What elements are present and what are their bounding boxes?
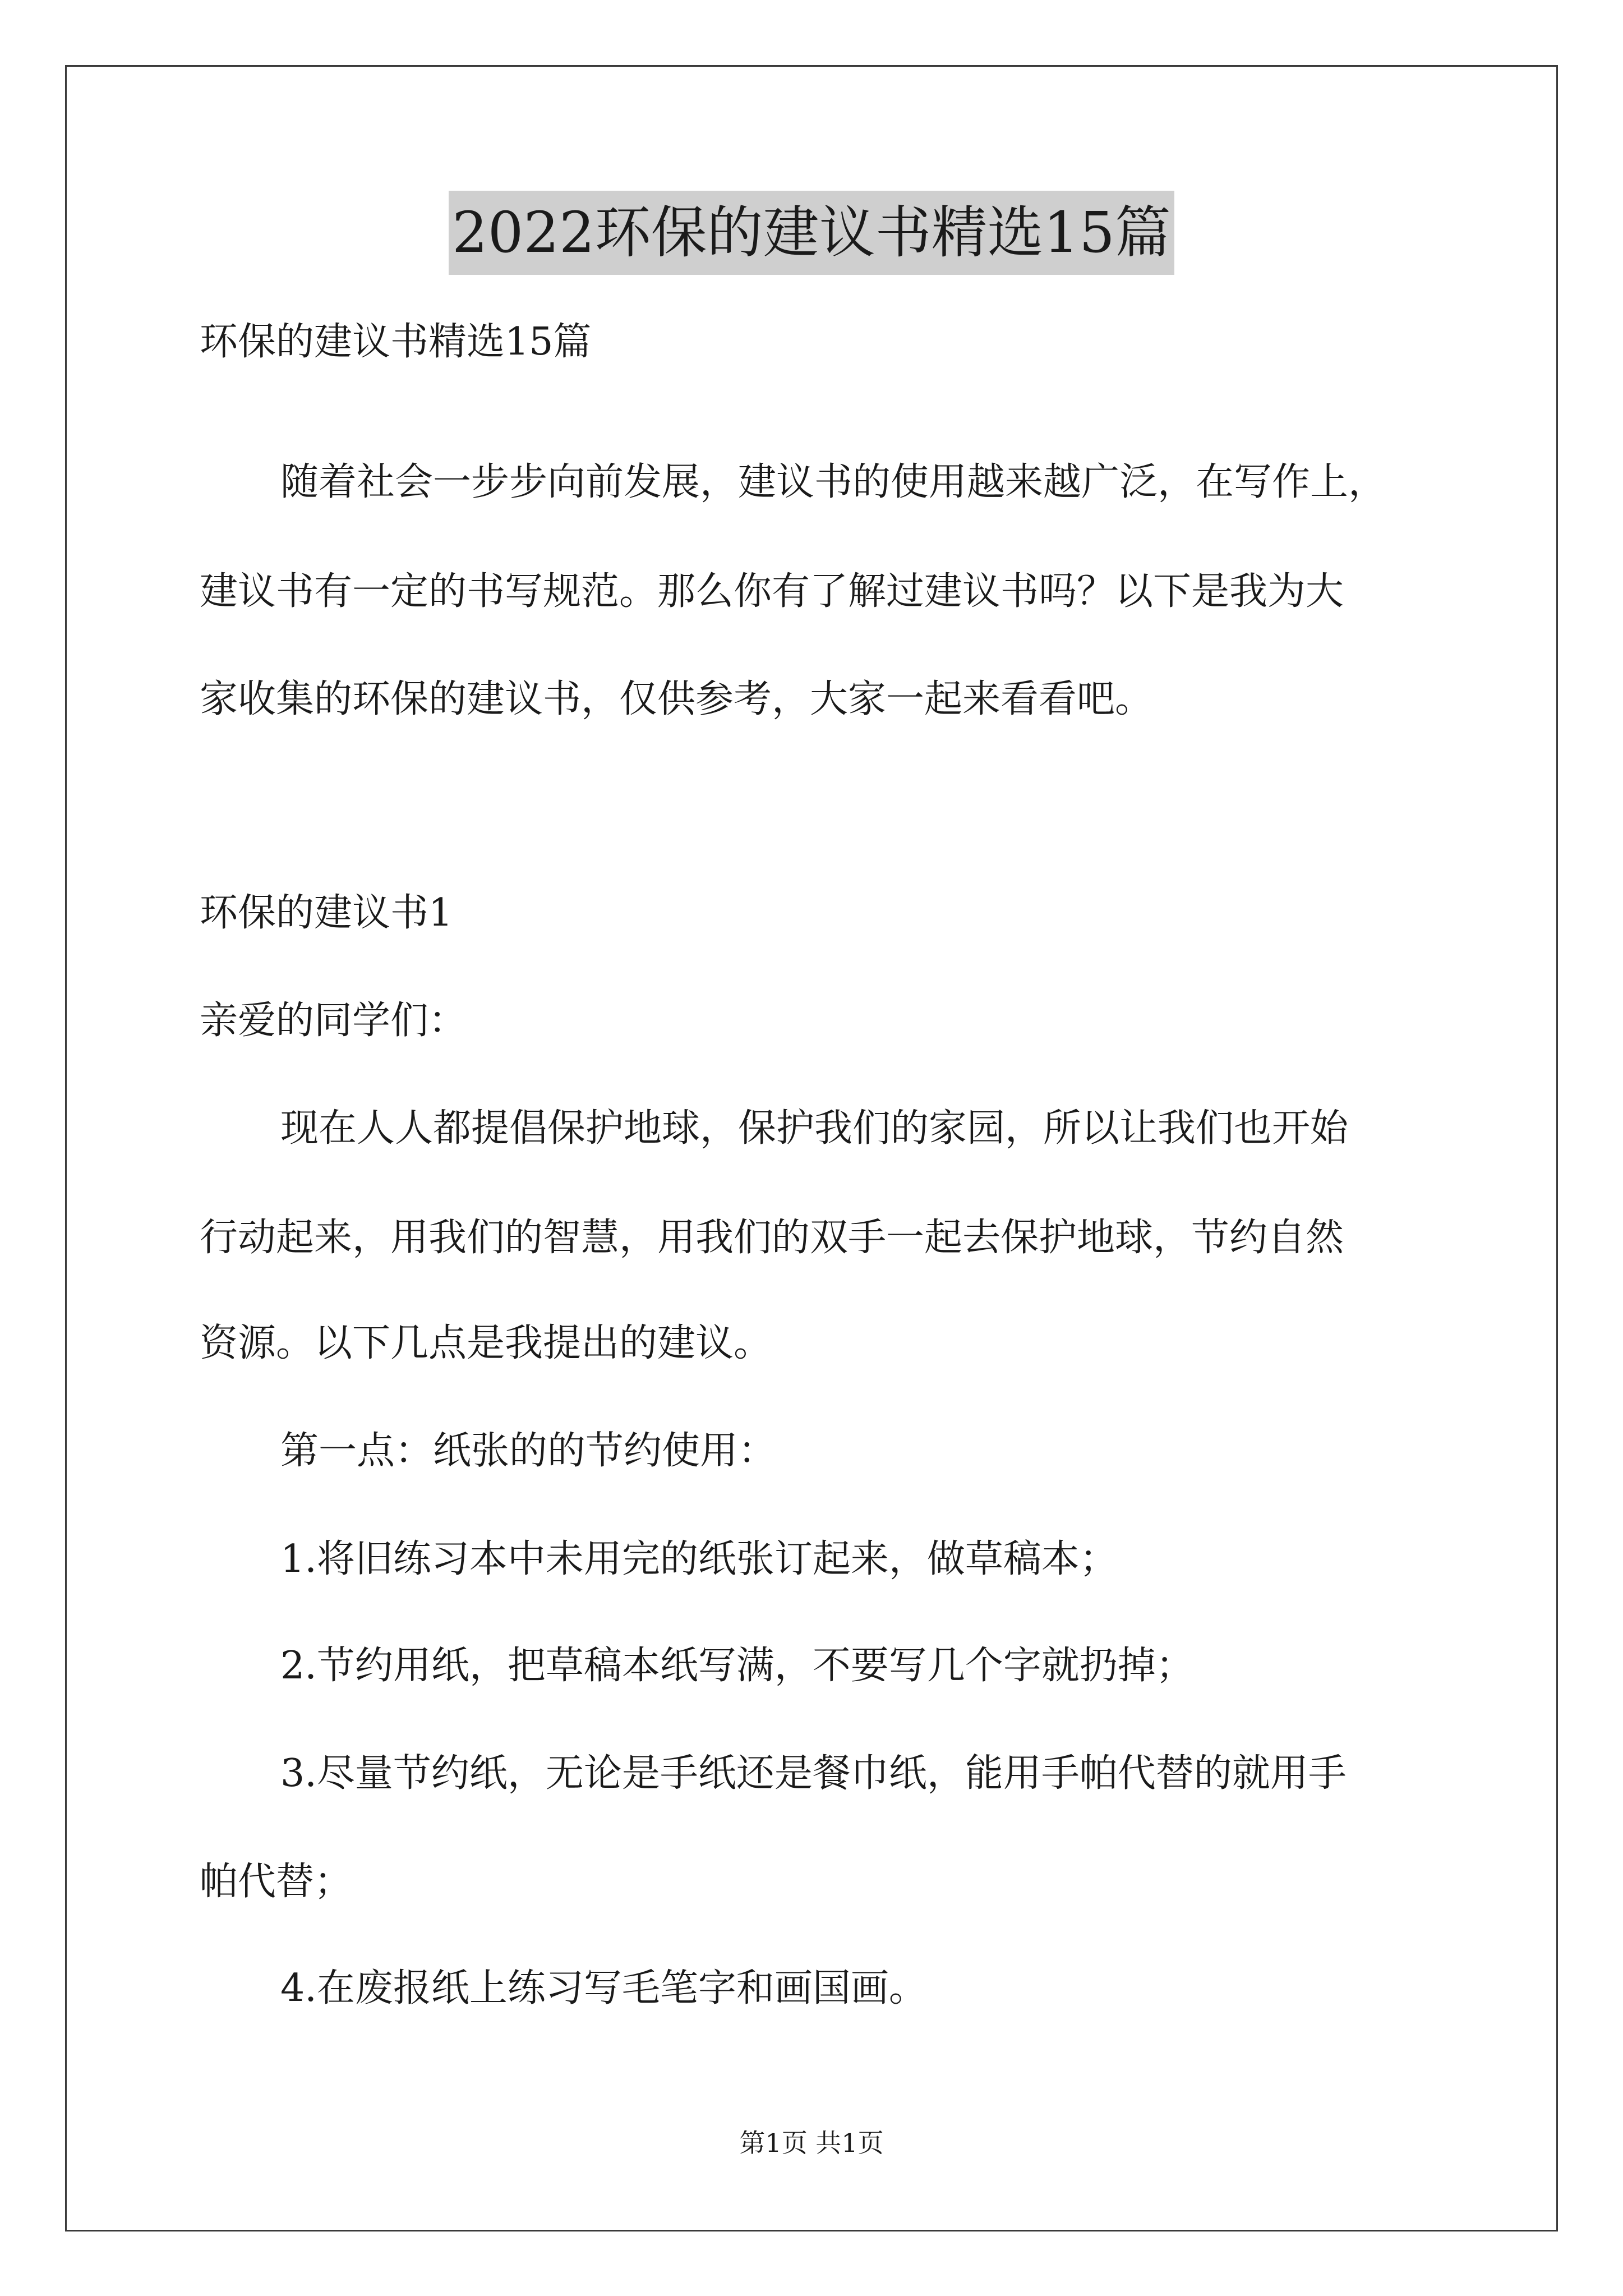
title-container <box>0 191 1623 275</box>
list-item: 2.节约用纸，把草稿本纸写满，不要写几个字就扔掉； <box>280 1644 1194 1688</box>
paragraph-line: 家收集的环保的建议书，仅供参考，大家一起来看看吧。 <box>200 677 1154 721</box>
paragraph-line: 随着社会一步步向前发展，建议书的使用越来越广泛，在写作上， <box>280 460 1387 504</box>
list-item: 3.尽量节约纸，无论是手纸还是餐巾纸，能用手帕代替的就用手 <box>280 1751 1347 1796</box>
salutation: 亲爱的同学们： <box>200 999 467 1043</box>
paragraph-line: 行动起来，用我们的智慧，用我们的双手一起去保护地球，节约自然 <box>200 1216 1344 1260</box>
page-footer: 第1页 共1页 <box>739 2128 884 2158</box>
section-heading: 环保的建议书1 <box>200 891 453 935</box>
point-heading: 第一点：纸张的的节约使用： <box>280 1429 777 1473</box>
paragraph-line: 资源。以下几点是我提出的建议。 <box>200 1321 772 1365</box>
list-item: 4.在废报纸上练习写毛笔字和画国画。 <box>280 1966 927 2010</box>
paragraph-line: 建议书有一定的书写规范。那么你有了解过建议书吗？以下是我为大 <box>200 569 1344 614</box>
list-item-continuation: 帕代替； <box>200 1860 353 1904</box>
document-title: 2022环保的建议书精选15篇 <box>449 191 1174 275</box>
list-item: 1.将旧练习本中未用完的纸张订起来，做草稿本； <box>280 1537 1118 1581</box>
paragraph-line: 现在人人都提倡保护地球，保护我们的家园，所以让我们也开始 <box>280 1106 1349 1151</box>
subtitle-line: 环保的建议书精选15篇 <box>200 320 592 364</box>
